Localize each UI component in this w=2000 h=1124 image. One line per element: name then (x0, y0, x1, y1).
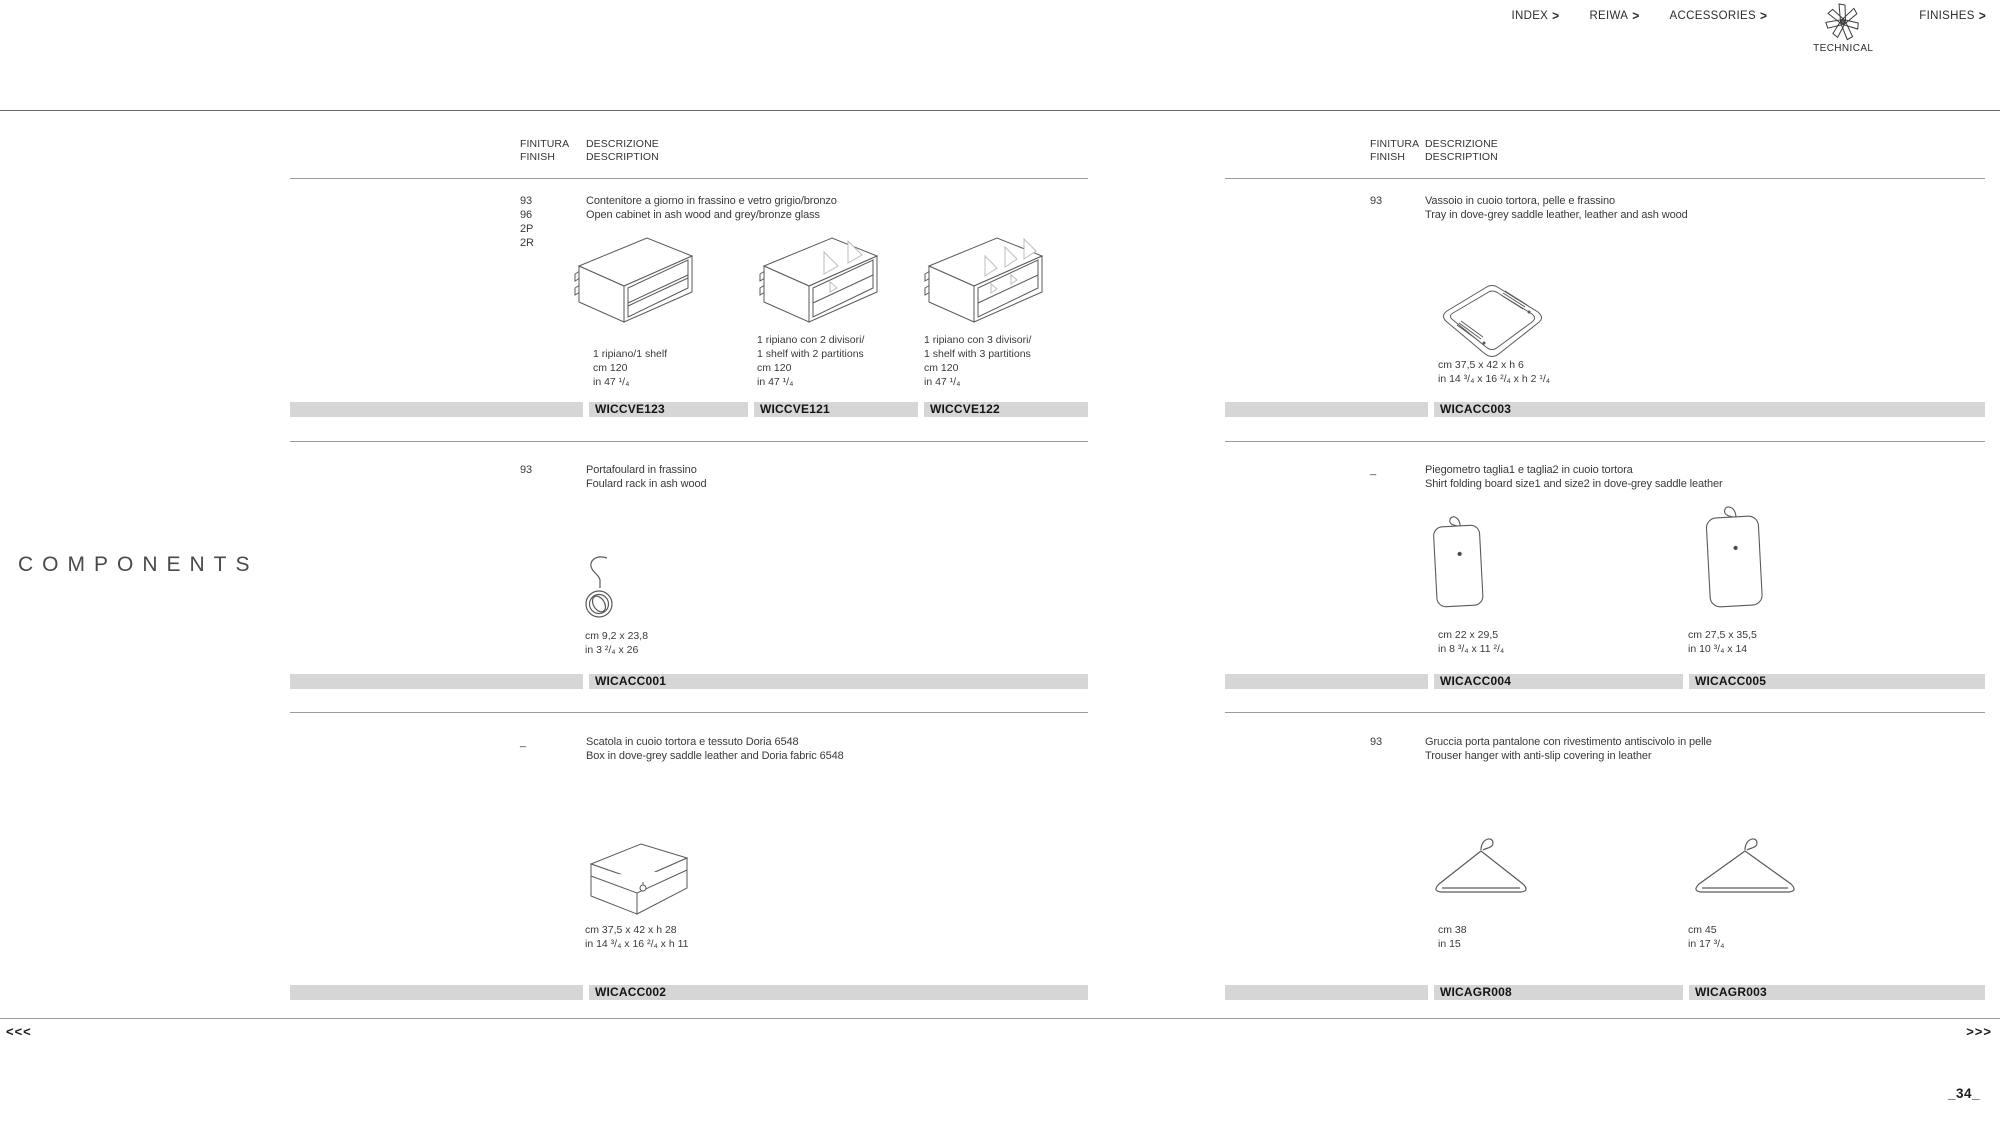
description-en: Box in dove-grey saddle leather and Doria fabric 6548 (586, 750, 844, 762)
caption-line: 1 ripiano/1 shelf (593, 348, 668, 360)
caption-line: cm 9,2 x 23,8 (585, 630, 649, 642)
header-finitura: FINITURA (1370, 138, 1420, 150)
nav-label: ACCESSORIES (1669, 10, 1756, 22)
chevron-right-icon: > (1759, 8, 1768, 24)
pager-previous[interactable]: <<< (6, 1024, 32, 1039)
header-descrizione: DESCRIZIONE (586, 138, 659, 150)
code-bar-segment (589, 985, 1088, 1000)
product-description (586, 463, 707, 491)
finish-code: 93 (1370, 736, 1383, 748)
column-header-finish (520, 138, 569, 163)
caption-line: 1 shelf with 3 partitions (924, 348, 1031, 360)
trouser-hanger-cm45-illustration (1688, 833, 1802, 905)
top-divider (0, 110, 2000, 111)
description-en: Foulard rack in ash wood (586, 478, 707, 490)
code-bar-segment (589, 674, 1088, 689)
chevron-right-icon: > (1978, 8, 1986, 24)
description-it: Portafoulard in frassino (586, 464, 697, 476)
code-bar-segment (290, 985, 583, 1000)
finish-code: 93 (520, 464, 533, 476)
code-bar-segment (1434, 402, 1985, 417)
caption-line: cm 37,5 x 42 x h 28 (585, 924, 677, 936)
product-code: WICACC002 (595, 985, 667, 999)
code-bar-segment (589, 402, 748, 417)
chevron-right-icon: > (1552, 8, 1560, 24)
product-description (586, 194, 837, 222)
technical-logo-block[interactable] (1797, 2, 1889, 54)
code-bar-segment (754, 402, 918, 417)
column-header-description (1425, 138, 1498, 163)
description-en: Open cabinet in ash wood and grey/bronze glass (586, 209, 820, 221)
leather-tray-illustration (1437, 283, 1549, 361)
product-code: WICCVE123 (595, 402, 665, 416)
product-code: WICACC005 (1695, 674, 1767, 688)
product-code: WICAGR008 (1440, 985, 1512, 999)
snowflake-logo-icon (1821, 2, 1865, 42)
code-bar-segment (290, 402, 583, 417)
nav-item-index[interactable] (1511, 9, 1559, 23)
caption-line: in 8 ³/₄ x 11 ²/₄ (1438, 643, 1505, 655)
code-bar-segment (290, 674, 583, 689)
caption-line: in 3 ²/₄ x 26 (585, 644, 639, 656)
column-header-finish (1370, 138, 1419, 163)
open-cabinet-1-shelf-illustration (573, 230, 698, 330)
finish-codes (1370, 194, 1382, 208)
page-number: _34_ (1947, 1086, 1980, 1101)
product-description (586, 735, 844, 763)
code-bar-segment (1689, 985, 1985, 1000)
nav-label: REIWA (1589, 10, 1629, 22)
caption-line: 1 ripiano con 2 divisori/ (757, 334, 865, 346)
finish-code: 93 (1370, 195, 1383, 207)
header-finish: FINISH (1370, 150, 1406, 163)
chevron-right-icon: > (1632, 8, 1640, 24)
finish-codes (520, 463, 532, 477)
caption-line: in 47 ¹/₄ (757, 376, 794, 388)
left-column-group (290, 130, 1088, 1010)
header-description: DESCRIPTION (586, 150, 659, 163)
product-code: WICCVE121 (760, 402, 830, 416)
caption-line: cm 22 x 29,5 (1438, 629, 1499, 641)
caption-line: cm 120 (757, 362, 792, 374)
header-finish: FINISH (520, 150, 556, 163)
open-cabinet-2-partitions-illustration (758, 230, 883, 330)
variant-caption (1438, 628, 1504, 656)
finish-code: _ (1370, 464, 1377, 476)
product-code: WICAGR003 (1695, 985, 1767, 999)
variant-caption (1438, 358, 1550, 386)
code-bar-segment (1225, 402, 1428, 417)
caption-line: cm 45 (1688, 924, 1717, 936)
code-bar-segment (1434, 985, 1683, 1000)
product-code: WICACC001 (595, 674, 667, 688)
caption-line: 1 ripiano con 3 divisori/ (924, 334, 1032, 346)
technical-label: TECHNICAL (1813, 43, 1874, 54)
right-column-group (1225, 130, 1985, 1010)
finish-codes (520, 194, 534, 250)
description-it: Gruccia porta pantalone con rivestimento antiscivolo in pelle (1425, 736, 1712, 748)
caption-line: in 47 ¹/₄ (924, 376, 961, 388)
pager-next[interactable]: >>> (1966, 1024, 1992, 1039)
product-description (1425, 194, 1688, 222)
product-code: WICCVE122 (930, 402, 1000, 416)
column-header-description (586, 138, 659, 163)
variant-caption (585, 923, 689, 951)
caption-line: in 17 ³/₄ (1688, 938, 1725, 950)
finish-codes (1370, 735, 1382, 749)
finish-codes (520, 735, 526, 749)
foulard-rack-illustration (583, 555, 615, 625)
finish-code: 93 (520, 195, 533, 207)
nav-label: FINISHES (1919, 10, 1975, 22)
finish-code: _ (520, 736, 527, 748)
product-code: WICACC003 (1440, 402, 1512, 416)
top-navigation (1511, 9, 1986, 54)
nav-item-finishes[interactable] (1919, 9, 1986, 23)
row-divider (290, 441, 1088, 442)
header-descrizione: DESCRIZIONE (1425, 138, 1498, 150)
row-divider (1225, 712, 1985, 713)
caption-line: cm 37,5 x 42 x h 6 (1438, 359, 1524, 371)
caption-line: cm 120 (924, 362, 959, 374)
description-it: Vassoio in cuoio tortora, pelle e frassino (1425, 195, 1616, 207)
finish-code: 2R (520, 237, 534, 249)
header-description: DESCRIPTION (1425, 150, 1498, 163)
variant-caption (757, 333, 864, 389)
caption-line: in 15 (1438, 938, 1461, 950)
open-cabinet-3-partitions-illustration (923, 230, 1048, 330)
row-divider (1225, 441, 1985, 442)
row-divider (290, 712, 1088, 713)
trouser-hanger-cm38-illustration (1428, 833, 1534, 905)
variant-caption (1688, 923, 1724, 951)
description-en: Tray in dove-grey saddle leather, leather and ash wood (1425, 209, 1688, 221)
bottom-divider (0, 1018, 2000, 1019)
description-en: Trouser hanger with anti-slip covering in leather (1425, 750, 1652, 762)
code-bar-segment (924, 402, 1088, 417)
caption-line: cm 120 (593, 362, 628, 374)
page-title: COMPONENTS (18, 553, 259, 576)
description-it: Piegometro taglia1 e taglia2 in cuoio tortora (1425, 464, 1633, 476)
finish-code: 2P (520, 223, 534, 235)
folding-board-size1-illustration (1429, 511, 1486, 612)
description-en: Shirt folding board size1 and size2 in dove-grey saddle leather (1425, 478, 1723, 490)
caption-line: cm 38 (1438, 924, 1467, 936)
product-code: WICACC004 (1440, 674, 1512, 688)
nav-item-accessories[interactable] (1670, 9, 1768, 23)
caption-line: in 47 ¹/₄ (593, 376, 630, 388)
variant-caption (1438, 923, 1467, 951)
description-it: Scatola in cuoio tortora e tessuto Doria 6548 (586, 736, 799, 748)
code-bar-segment (1434, 674, 1683, 689)
caption-line: in 14 ³/₄ x 16 ²/₄ x h 11 (585, 938, 689, 950)
code-bar-segment (1689, 674, 1985, 689)
caption-line: 1 shelf with 2 partitions (757, 348, 864, 360)
caption-line: in 14 ³/₄ x 16 ²/₄ x h 2 ¹/₄ (1438, 373, 1551, 385)
caption-line: in 10 ³/₄ x 14 (1688, 643, 1748, 655)
caption-line: cm 27,5 x 35,5 (1688, 629, 1757, 641)
code-bar-segment (1225, 674, 1428, 689)
variant-caption (585, 629, 648, 657)
header-rule (1225, 178, 1985, 179)
nav-label: INDEX (1511, 10, 1549, 22)
description-it: Contenitore a giorno in frassino e vetro grigio/bronzo (586, 195, 837, 207)
finish-codes (1370, 463, 1376, 477)
code-bar-segment (1225, 985, 1428, 1000)
nav-item-reiwa[interactable] (1589, 9, 1639, 23)
variant-caption (924, 333, 1031, 389)
folding-board-size2-illustration (1702, 501, 1766, 612)
finish-code: 96 (520, 209, 533, 221)
product-description (1425, 735, 1712, 763)
product-description (1425, 463, 1723, 491)
header-rule (290, 178, 1088, 179)
variant-caption (1688, 628, 1757, 656)
header-finitura: FINITURA (520, 138, 570, 150)
variant-caption (593, 347, 667, 389)
leather-box-illustration (585, 838, 693, 922)
